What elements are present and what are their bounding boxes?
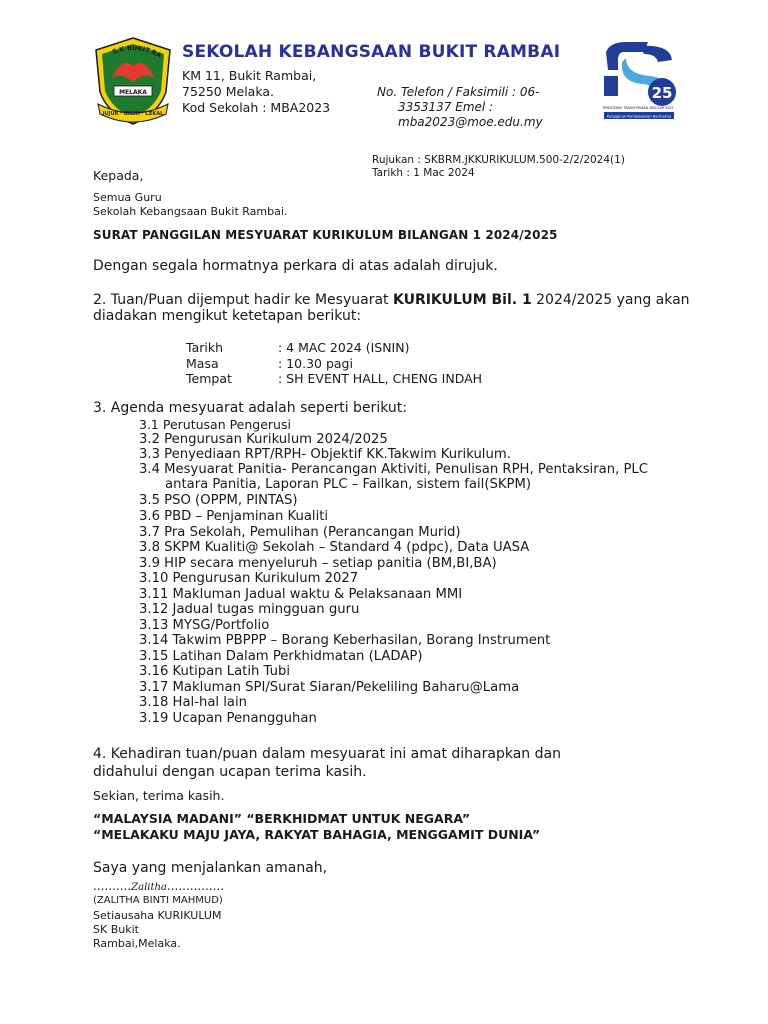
agenda-item: 3.12 Jadual tugas mingguan guru <box>139 602 360 617</box>
closing: Sekian, terima kasih. <box>93 788 225 803</box>
signature-statement: Saya yang menjalankan amanah, <box>93 860 328 876</box>
detail-label-venue: Tempat <box>186 371 232 386</box>
motto-line2: “MELAKAKU MAJU JAYA, RAKYAT BAHAGIA, MENGGAMIT DUNIA” <box>93 827 541 842</box>
reference-number: Rujukan : SKBRM.JKKURIKULUM.500-2/2/2024(1) <box>372 154 625 166</box>
agenda-item: 3.5 PSO (OPPM, PINTAS) <box>139 493 298 508</box>
agenda-item: 3.8 SKPM Kualiti@ Sekolah – Standard 4 (pdpc), Data UASA <box>139 540 530 555</box>
signature-dots-right: ............... <box>166 879 225 893</box>
agenda-item: 3.6 PBD – Penjaminan Kualiti <box>139 509 329 524</box>
school-logo-left <box>92 36 174 126</box>
logo-left-center-text: MELAKA <box>119 89 147 96</box>
agenda-item: 3.2 Pengurusan Kurikulum 2024/2025 <box>139 432 388 447</box>
reference-date: Tarikh : 1 Mac 2024 <box>372 167 475 179</box>
greeting: Kepada, <box>93 168 144 183</box>
agenda-item: 3.14 Takwim PBPPP – Borang Keberhasilan, Borang Instrument <box>139 633 551 648</box>
signatory-position: Setiausaha KURIKULUM <box>93 909 222 922</box>
contact-line1: No. Telefon / Faksimili : 06- <box>377 85 540 99</box>
motto-line1: “MALAYSIA MADANI” “BERKHIDMAT UNTUK NEGARA” <box>93 811 471 826</box>
detail-value-date: : 4 MAC 2024 (ISNIN) <box>278 340 410 355</box>
meeting-name: KURIKULUM Bil. 1 <box>392 292 532 308</box>
signature-handwritten: Zalitha <box>131 882 167 893</box>
paragraph-4-line1: 4. Kehadiran tuan/puan dalam mesyuarat ini amat diharapkan dan <box>93 746 561 762</box>
letter-title: SURAT PANGGILAN MESYUARAT KURIKULUM BILANGAN 1 2024/2025 <box>93 228 558 242</box>
agenda-intro: 3. Agenda mesyuarat adalah seperti berikut: <box>93 400 407 416</box>
paragraph-4-line2: didahului dengan ucapan terima kasih. <box>93 764 367 780</box>
contact-line2: 3353137 Emel : <box>398 100 494 114</box>
signature-dots-left: .......... <box>93 879 132 893</box>
intro-paragraph: Dengan segala hormatnya perkara di atas adalah dirujuk. <box>93 258 498 274</box>
agenda-item: 3.17 Makluman SPI/Surat Siaran/Pekeliling Baharu@Lama <box>139 680 520 695</box>
paragraph-2-line2: diadakan mengikut ketetapan berikut: <box>93 308 362 324</box>
agenda-item: 3.10 Pengurusan Kurikulum 2027 <box>139 571 359 586</box>
agenda-item: 3.7 Pra Sekolah, Pemulihan (Perancangan Murid) <box>139 525 461 540</box>
paragraph-2-line1 <box>93 292 690 308</box>
agenda-item: 3.4 Mesyuarat Panitia- Perancangan Aktiviti, Penulisan RPH, Pentaksiran, PLC <box>139 462 648 477</box>
agenda-item: 3.15 Latihan Dalam Perkhidmatan (LADAP) <box>139 649 423 664</box>
agenda-item: 3.18 Hal-hal lain <box>139 695 248 710</box>
address-line1: KM 11, Bukit Rambai, <box>182 68 317 83</box>
agenda-item-continuation: antara Panitia, Laporan PLC – Failkan, sistem fail(SKPM) <box>165 477 531 492</box>
detail-value-time: : 10.30 pagi <box>278 356 353 371</box>
agenda-item: 3.19 Ucapan Penangguhan <box>139 711 317 726</box>
school-name: SEKOLAH KEBANGSAAN BUKIT RAMBAI <box>182 42 561 62</box>
detail-value-venue: : SH EVENT HALL, CHENG INDAH <box>278 371 483 386</box>
signatory-org-line1: SK Bukit <box>93 923 139 936</box>
signatory-org-line2: Rambai,Melaka. <box>93 937 181 950</box>
logo-right-caption1: PENGGERAK TRANSFORMASI SEKOLAH 2025 <box>602 106 674 110</box>
school-code: Kod Sekolah : MBA2023 <box>182 100 331 115</box>
agenda-item: 3.9 HIP secara menyeluruh – setiap panitia (BM,BI,BA) <box>139 556 497 571</box>
agenda-item: 3.3 Penyediaan RPT/RPH- Objektif KK.Takwim Kurikulum. <box>139 447 511 462</box>
logo-right-number: 25 <box>651 84 673 102</box>
signatory-name: (ZALITHA BINTI MAHMUD) <box>93 895 223 906</box>
paragraph-2-suffix: 2024/2025 yang akan <box>531 292 690 308</box>
logo-left-top-text: S.K BUKIT RA <box>111 43 163 60</box>
agenda-item: 3.16 Kutipan Latih Tubi <box>139 664 290 679</box>
agenda-item: 3.13 MYSG/Portfolio <box>139 618 270 633</box>
contact-email[interactable]: mba2023@moe.edu.my <box>398 115 543 129</box>
school-logo-right <box>596 36 680 120</box>
paragraph-2-prefix: 2. Tuan/Puan dijemput hadir ke Mesyuarat <box>93 292 393 308</box>
detail-label-time: Masa <box>186 356 219 371</box>
detail-label-date: Tarikh <box>186 340 223 355</box>
agenda-item: 3.1 Perutusan Pengerusi <box>139 417 291 432</box>
recipient-line2: Sekolah Kebangsaan Bukit Rambai. <box>93 205 288 218</box>
signature-line <box>93 879 224 893</box>
agenda-item: 3.11 Makluman Jadual waktu & Pelaksanaan MMI <box>139 587 463 602</box>
recipient-line1: Semua Guru <box>93 191 162 204</box>
logo-left-ribbon-text: JUJUR · GIGIH · CEKAL <box>102 111 164 117</box>
logo-right-caption2: Penggerak Pembelajaran Bermakna <box>606 114 672 119</box>
address-line2: 75250 Melaka. <box>182 84 274 99</box>
